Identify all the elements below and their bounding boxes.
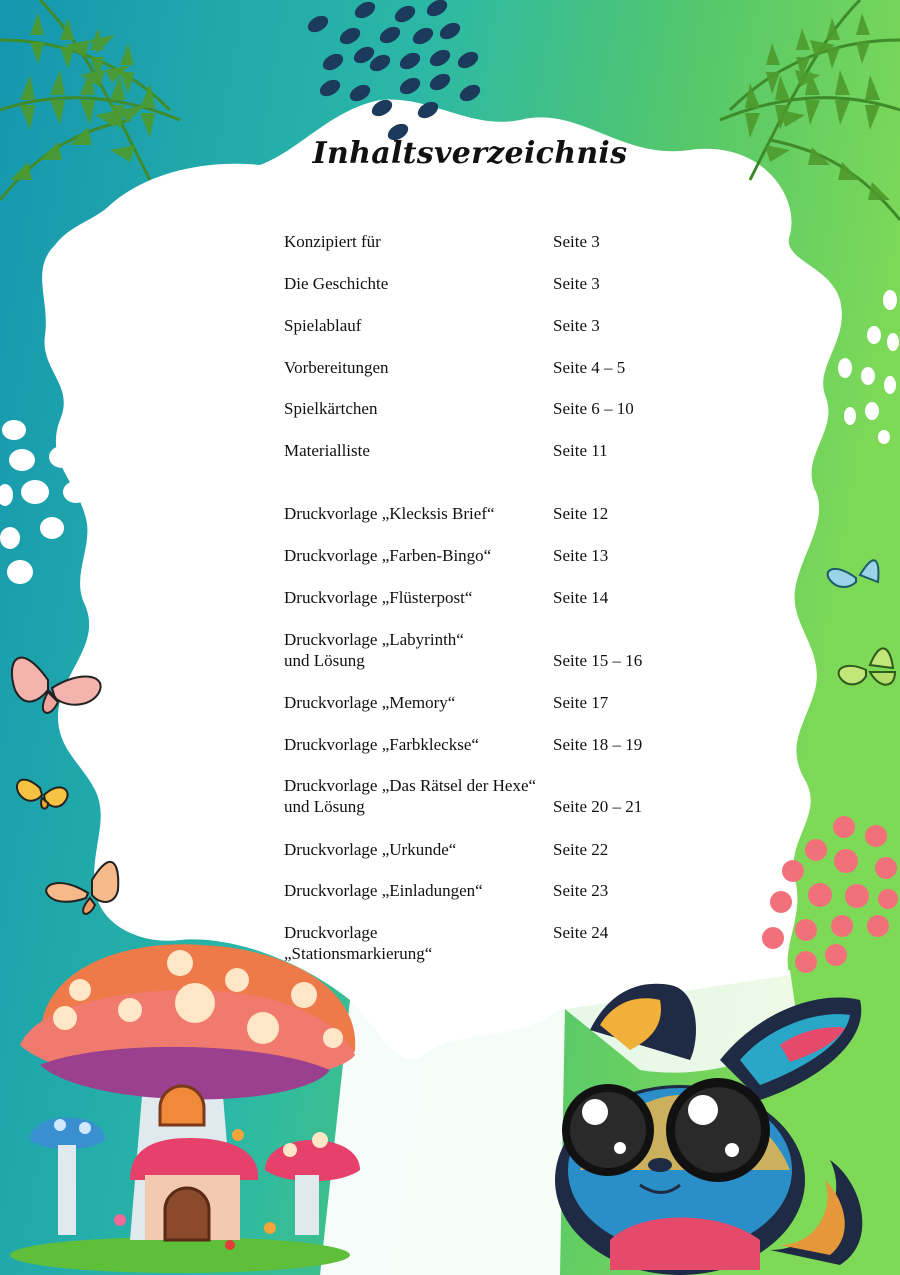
toc-entry-label-line2: und Lösung [284,797,365,816]
toc-entry-label: Druckvorlage „Memory“ [284,693,456,712]
toc-entry-label: Die Geschichte [284,274,389,293]
toc-entry-label: Druckvorlage „Urkunde“ [284,840,457,859]
toc-entry-page: Seite 17 [553,693,609,712]
toc-entry-page: Seite 22 [553,840,609,859]
toc-entry-label [284,775,574,817]
toc-entry-label [284,922,549,964]
toc-entry-label-line2: „Stationsmarkierung“ [284,944,433,963]
toc-entry-page: Seite 6 – 10 [553,399,634,418]
toc-entry-label: Vorbereitungen [284,358,389,377]
toc-entry-label-line1: Druckvorlage „Labyrinth“ [284,630,464,649]
toc-entry-label: Konzipiert für [284,232,381,251]
toc-entry-label: Druckvorlage „Farbkleckse“ [284,735,479,754]
toc-entry-label: Materialliste [284,441,370,460]
toc-entry-label-line2: und Lösung [284,651,365,670]
toc-entry-page: Seite 13 [553,546,609,565]
toc-entry-label: Druckvorlage „Einladungen“ [284,881,483,900]
toc-entry-page: Seite 3 [553,232,600,251]
toc-entry-page: Seite 23 [553,881,609,900]
toc-entry-label: Druckvorlage „Farben-Bingo“ [284,546,492,565]
toc-entry-page: Seite 24 [553,923,609,942]
toc-entry-page: Seite 4 – 5 [553,358,626,377]
toc-entry-page: Seite 15 – 16 [553,651,643,670]
toc-entry-page: Seite 14 [553,588,609,607]
toc-entry-label [284,629,549,671]
toc-entry-label-line1: Druckvorlage „Das Rätsel der Hexe“ [284,776,537,795]
toc-entry-label: Spielkärtchen [284,399,378,418]
toc-entry-label-line1: Druckvorlage [284,923,378,942]
toc-entry-page: Seite 20 – 21 [553,797,643,816]
toc-entry-page: Seite 18 – 19 [553,735,643,754]
toc-entry-page: Seite 3 [553,274,600,293]
toc-entry-page: Seite 11 [553,441,608,460]
toc-entry-label: Druckvorlage „Flüsterpost“ [284,588,473,607]
toc-entry-label: Druckvorlage „Klecksis Brief“ [284,504,495,523]
toc-entry-label: Spielablauf [284,316,362,335]
toc-entry-page: Seite 12 [553,504,609,523]
page-title: Inhaltsverzeichnis [312,136,628,171]
toc-entry-page: Seite 3 [553,316,600,335]
